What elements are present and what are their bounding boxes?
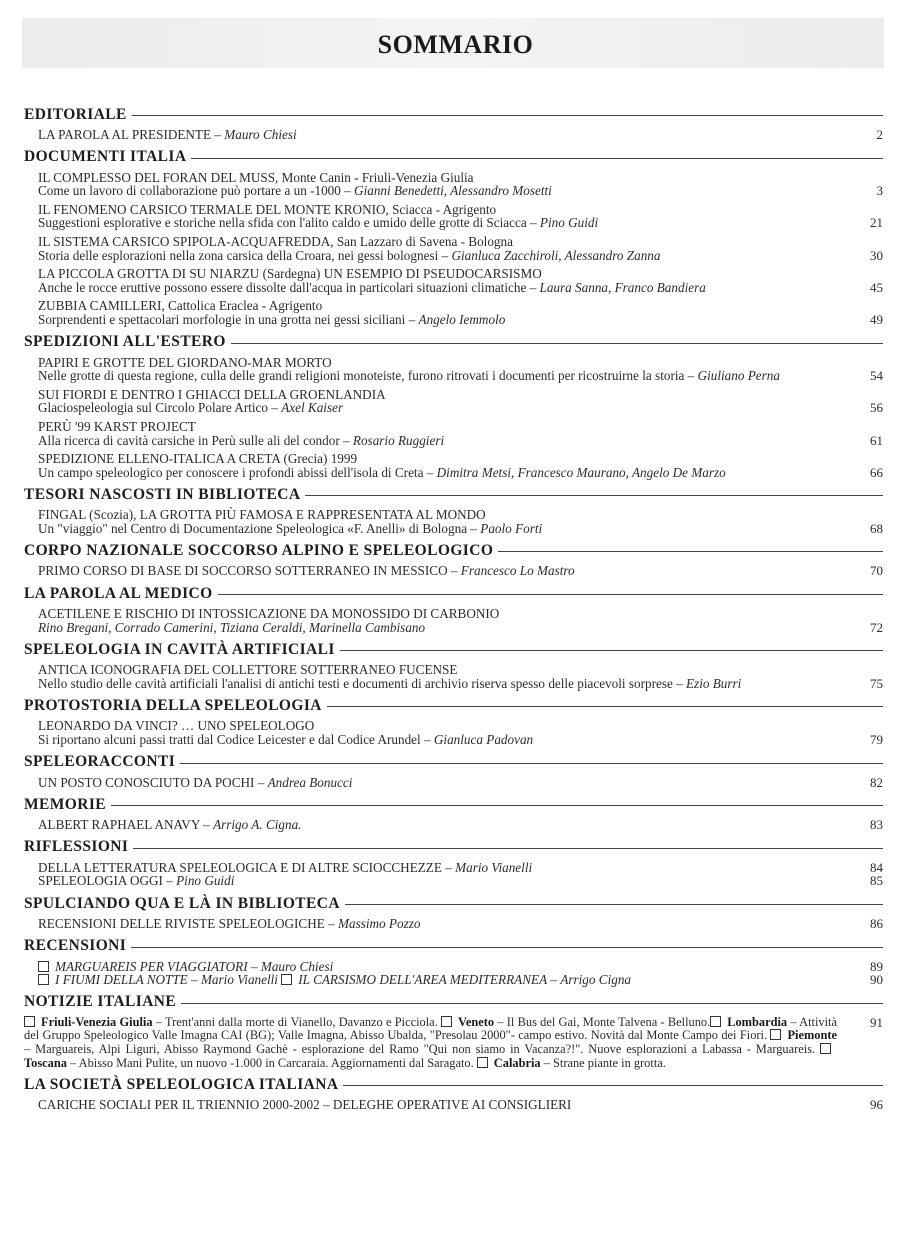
- section-rule: [305, 495, 883, 496]
- entry-line: [38, 607, 853, 621]
- toc-entry[interactable]: [24, 1098, 883, 1112]
- page-number: 86: [870, 916, 883, 931]
- entry-author: Paolo Forti: [480, 520, 543, 536]
- recensioni-entry[interactable]: [24, 960, 883, 987]
- page-number: 90: [870, 972, 883, 988]
- entry-text: Un campo speleologico per conoscere i profondi abissi dell'isola di Creta: [38, 464, 424, 480]
- entry-author: Mauro Chiesi: [224, 127, 297, 142]
- section-heading: [24, 332, 883, 353]
- entry-author: Ezio Burri: [686, 675, 742, 691]
- entry-author: Pino Guidi: [176, 873, 235, 889]
- section-title: LA SOCIETÀ SPELEOLOGICA ITALIANA: [24, 1075, 339, 1093]
- entry-text: Nelle grotte di questa regione, culla delle grandi religioni monoteiste, furono ritrovati i documenti per ricostruirne la storia: [38, 368, 685, 384]
- entry-author: Arrigo A. Cigna.: [213, 817, 302, 833]
- page-number: 54: [870, 368, 883, 384]
- entry-line: Un "viaggio" nel Centro di Documentazione Speleologica «F. Anelli» di Bologna – Paolo Forti: [38, 520, 543, 536]
- page-number: 68: [870, 520, 883, 536]
- section-rule: [231, 343, 883, 344]
- checkbox-icon: [441, 1016, 452, 1027]
- section-title: RIFLESSIONI: [24, 838, 129, 856]
- entry-line: Storia delle esplorazioni nella zona carsica della Croara, nei gessi bolognesi – Gianluca Zacchiroli, Alessandro Zanna: [38, 247, 661, 263]
- entry-text: FINGAL (Scozia), LA GROTTA PIÙ FAMOSA E RAPPRESENTATA AL MONDO: [38, 507, 486, 523]
- entry-line: I FIUMI DELLA NOTTE – Mario Vianelli IL CARSISMO DELL'AREA MEDITERRANEA – Arrigo Cigna: [38, 973, 853, 987]
- entry-text: IL CARSISMO DELL'AREA MEDITERRANEA: [298, 972, 548, 988]
- section-title: TESORI NASCOSTI IN BIBLIOTECA: [24, 485, 301, 503]
- section-rule: [111, 805, 883, 806]
- toc-entry[interactable]: [24, 171, 883, 198]
- entry-line: [38, 388, 853, 402]
- section-rule: [498, 551, 883, 552]
- entry-author: Arrigo Cigna: [560, 972, 632, 988]
- entry-text: Glaciospeleologia sul Circolo Polare Artico: [38, 400, 268, 416]
- page-number: 56: [870, 400, 883, 416]
- entry-line: [38, 663, 853, 677]
- entry-line: [38, 356, 853, 370]
- toc-entry[interactable]: [24, 452, 883, 479]
- checkbox-icon: [38, 974, 49, 985]
- entry-line: Glaciospeleologia sul Circolo Polare Artico – Axel Kaiser: [38, 400, 344, 416]
- section-title: NOTIZIE ITALIANE: [24, 993, 177, 1011]
- section-heading: [24, 104, 883, 125]
- page-number: 96: [870, 1097, 883, 1113]
- section-rule: [191, 158, 883, 159]
- page-number: 2: [876, 127, 883, 142]
- section-rule: [340, 650, 883, 651]
- toc-entry[interactable]: [24, 203, 883, 230]
- checkbox-icon: [820, 1043, 831, 1054]
- section-rule: [181, 1003, 883, 1004]
- region-name: Toscana: [24, 1055, 67, 1070]
- entry-line: LA PAROLA AL PRESIDENTE – Mauro Chiesi: [38, 127, 297, 142]
- toc-entry[interactable]: [24, 663, 883, 690]
- checkbox-icon: [38, 961, 49, 972]
- entry-author: Mauro Chiesi: [260, 958, 334, 974]
- page-number: 30: [870, 247, 883, 263]
- section-heading: [24, 583, 883, 604]
- page-number: 66: [870, 464, 883, 480]
- entry-author: Dimitra Metsi, Francesco Maurano, Angelo De Marzo: [436, 464, 726, 480]
- entry-line: [38, 171, 853, 185]
- entry-text: SUI FIORDI E DENTRO I GHIACCI DELLA GROENLANDIA: [38, 386, 386, 402]
- entry-line: Nelle grotte di questa regione, culla delle grandi religioni monoteiste, furono ritrovati i documenti per ricostruirne la storia – Giuliano Perna: [38, 368, 780, 384]
- entry-text: LA PICCOLA GROTTA DI SU NIARZU (Sardegna) UN ESEMPIO DI PSEUDOCARSISMO: [38, 266, 542, 282]
- region-text: – Trent'anni dalla morte di Vianello, Davanzo e Picciola.: [152, 1014, 442, 1029]
- toc-entry[interactable]: [24, 356, 883, 383]
- section-title: SPELEOLOGIA IN CAVITÀ ARTIFICIALI: [24, 640, 335, 658]
- entry-line: UN POSTO CONOSCIUTO DA POCHI – Andrea Bonucci: [38, 774, 353, 790]
- entry-author: Francesco Lo Mastro: [460, 563, 575, 579]
- entry-author: Mario Vianelli: [200, 972, 278, 988]
- page-number: 72: [870, 619, 883, 635]
- entry-author: Pino Guidi: [539, 215, 599, 231]
- section-heading: [24, 936, 883, 957]
- notizie-entry[interactable]: [24, 1016, 883, 1070]
- region-text: – Attività del Gruppo Speleologico Valle Imagna CAI (BG); Valle Imagna, Abisso Ubalda, "Presolau 2000"- campo estivo. Novità dal Monte Campo dei Fiori.: [24, 1014, 837, 1043]
- entry-text: Come un lavoro di collaborazione può portare a un -1000: [38, 183, 341, 199]
- region-name: Calabria: [493, 1055, 541, 1070]
- entry-text: SPELEOLOGIA OGGI: [38, 873, 163, 889]
- region-text: – Il Bus del Gai, Monte Talvena - Belluno.: [494, 1014, 711, 1029]
- table-of-contents: [24, 100, 883, 1117]
- entry-text: ACETILENE E RISCHIO DI INTOSSICAZIONE DA MONOSSIDO DI CARBONIO: [38, 606, 500, 622]
- section-heading: [24, 484, 883, 505]
- section-title: CORPO NAZIONALE SOCCORSO ALPINO E SPELEOLOGICO: [24, 541, 494, 559]
- region-text: – Abisso Mani Pulite, un nuovo -1.000 in Carcaraia. Aggiornamenti dal Saragato.: [66, 1055, 477, 1070]
- toc-entry[interactable]: [24, 917, 883, 931]
- toc-entry[interactable]: [24, 818, 883, 832]
- entry-line: [38, 508, 853, 522]
- section-heading: [24, 837, 883, 858]
- entry-text: ALBERT RAPHAEL ANAVY: [38, 817, 200, 833]
- page-number: 45: [870, 279, 883, 295]
- toc-entry[interactable]: [24, 299, 883, 326]
- toc-entry[interactable]: [24, 719, 883, 746]
- toc-entry[interactable]: [24, 128, 883, 142]
- section-rule: [131, 947, 883, 948]
- entry-text: LA PAROLA AL PRESIDENTE: [38, 127, 212, 142]
- toc-entry[interactable]: [24, 776, 883, 790]
- section-heading: [24, 1074, 883, 1095]
- entry-line: DELLA LETTERATURA SPELEOLOGICA E DI ALTRE SCIOCCHEZZE – Mario Vianelli: [38, 859, 533, 875]
- page-number: 75: [870, 675, 883, 691]
- section-heading: [24, 695, 883, 716]
- entry-text: Un "viaggio" nel Centro di Documentazione Speleologica «F. Anelli» di Bologna: [38, 520, 468, 536]
- entry-author: Massimo Pozzo: [338, 916, 421, 931]
- section-rule: [343, 1085, 883, 1086]
- page-number: 3: [876, 183, 883, 199]
- entry-author: Angelo Iemmolo: [418, 311, 506, 327]
- section-title: SPEDIZIONI ALL'ESTERO: [24, 333, 226, 351]
- entry-line: SPELEOLOGIA OGGI – Pino Guidi: [38, 873, 235, 889]
- entry-line: [38, 452, 853, 466]
- region-text: – Marguareis, Alpi Liguri, Abisso Raymond Gachè - esplorazione del Ramo "Qui non siamo in Vacanza?!". Nuove esplorazioni a Labassa - Marguareis.: [24, 1041, 820, 1056]
- section-rule: [327, 706, 883, 707]
- entry-line: Alla ricerca di cavità carsiche in Perù sulle ali del condor – Rosario Ruggieri: [38, 432, 445, 448]
- section-rule: [132, 115, 883, 116]
- entry-text: Alla ricerca di cavità carsiche in Perù sulle ali del condor: [38, 432, 340, 448]
- section-rule: [180, 763, 883, 764]
- section-rule: [345, 904, 883, 905]
- entry-author: Gianni Benedetti, Alessandro Mosetti: [354, 183, 552, 199]
- entry-text: PAPIRI E GROTTE DEL GIORDANO-MAR MORTO: [38, 354, 332, 370]
- entry-author: Rino Bregani, Corrado Camerini, Tiziana Ceraldi, Marinella Cambisano: [38, 619, 426, 635]
- entry-line: [38, 621, 853, 635]
- entry-author: Axel Kaiser: [281, 400, 344, 416]
- entry-text: UN POSTO CONOSCIUTO DA POCHI: [38, 774, 255, 790]
- section-heading: [24, 794, 883, 815]
- entry-text: ZUBBIA CAMILLERI, Cattolica Eraclea - Agrigento: [38, 298, 323, 314]
- page-number: 21: [870, 215, 883, 231]
- region-name: Friuli-Venezia Giulia: [41, 1014, 153, 1029]
- page-number: 70: [870, 563, 883, 579]
- entry-text: DELLA LETTERATURA SPELEOLOGICA E DI ALTRE SCIOCCHEZZE: [38, 859, 442, 875]
- toc-entry[interactable]: [24, 267, 883, 294]
- entry-line: Sorprendenti e spettacolari morfologie in una grotta nei gessi siciliani – Angelo Iemmolo: [38, 311, 506, 327]
- page-number: 85: [870, 873, 883, 889]
- entry-text: MARGUAREIS PER VIAGGIATORI: [55, 958, 248, 974]
- toc-entry[interactable]: [24, 235, 883, 262]
- entry-text: Sorprendenti e spettacolari morfologie in una grotta nei gessi siciliani: [38, 311, 406, 327]
- section-heading: [24, 147, 883, 168]
- toc-entry[interactable]: [24, 508, 883, 535]
- region-text: – Strane piante in grotta.: [540, 1055, 666, 1070]
- region-name: Piemonte: [787, 1028, 837, 1043]
- section-title: EDITORIALE: [24, 105, 127, 123]
- checkbox-icon: [710, 1016, 721, 1027]
- entry-line: Nello studio delle cavità artificiali l'analisi di antichi testi e documenti di archivio riserva spesso delle piacevoli sorprese – Ezio Burri: [38, 675, 742, 691]
- page-number: 89: [870, 958, 883, 974]
- entry-text: I FIUMI DELLA NOTTE: [55, 972, 188, 988]
- entry-text: Anche le rocce eruttive possono essere dissolte dall'acqua in particolari situazioni climatiche: [38, 279, 527, 295]
- entry-author: Andrea Bonucci: [267, 774, 353, 790]
- entry-text: IL COMPLESSO DEL FORAN DEL MUSS, Monte Canin - Friuli-Venezia Giulia: [38, 169, 474, 185]
- entry-text: IL SISTEMA CARSICO SPIPOLA-ACQUAFREDDA, San Lazzaro di Savena - Bologna: [38, 233, 513, 249]
- entry-text: Suggestioni esplorative e storiche nella sfida con l'alito caldo e umido delle grotte di Sciacca: [38, 215, 527, 231]
- toc-entry[interactable]: [24, 861, 883, 888]
- page-number: 79: [870, 732, 883, 748]
- entry-text: Storia delle esplorazioni nella zona carsica della Croara, nei gessi bolognesi: [38, 247, 439, 263]
- entry-line: [38, 719, 853, 733]
- page-number: 61: [870, 432, 883, 448]
- section-heading: [24, 752, 883, 773]
- section-title: RECENSIONI: [24, 937, 127, 955]
- section-title: PROTOSTORIA DELLA SPELEOLOGIA: [24, 696, 322, 714]
- section-heading: [24, 639, 883, 660]
- page-number: 83: [870, 817, 883, 833]
- checkbox-icon: [24, 1016, 35, 1027]
- toc-entry[interactable]: [24, 564, 883, 578]
- entry-line: Anche le rocce eruttive possono essere dissolte dall'acqua in particolari situazioni climatiche – Laura Sanna, Franco Bandiera: [38, 279, 706, 295]
- page-number: 82: [870, 774, 883, 790]
- page-number: 49: [870, 311, 883, 327]
- entry-line: Suggestioni esplorative e storiche nella sfida con l'alito caldo e umido delle grotte di Sciacca – Pino Guidi: [38, 215, 599, 231]
- region-name: Lombardia: [727, 1014, 788, 1029]
- entry-author: Gianluca Zacchiroli, Alessandro Zanna: [451, 247, 661, 263]
- page-number: 91: [870, 1014, 883, 1030]
- entry-text: IL FENOMENO CARSICO TERMALE DEL MONTE KRONIO, Sciacca - Agrigento: [38, 201, 497, 217]
- entry-line: Come un lavoro di collaborazione può portare a un -1000 – Gianni Benedetti, Alessandro Mosetti: [38, 183, 552, 199]
- entry-author: Laura Sanna, Franco Bandiera: [539, 279, 706, 295]
- entry-line: ALBERT RAPHAEL ANAVY – Arrigo A. Cigna.: [38, 817, 302, 833]
- checkbox-icon: [477, 1057, 488, 1068]
- entry-text: ANTICA ICONOGRAFIA DEL COLLETTORE SOTTERRANEO FUCENSE: [38, 662, 458, 678]
- entry-text: LEONARDO DA VINCI? … UNO SPELEOLOGO: [38, 718, 315, 734]
- entry-line: Un campo speleologico per conoscere i profondi abissi dell'isola di Creta – Dimitra Metsi, Francesco Maurano, Angelo De Marzo: [38, 464, 726, 480]
- section-title: SPULCIANDO QUA E LÀ IN BIBLIOTECA: [24, 894, 340, 912]
- section-rule: [133, 848, 883, 849]
- entry-line: Si riportano alcuni passi tratti dal Codice Leicester e dal Codice Arundel – Gianluca Padovan: [38, 732, 534, 748]
- entry-line: [38, 267, 853, 281]
- section-title: SPELEORACCONTI: [24, 753, 176, 771]
- entry-text: RECENSIONI DELLE RIVISTE SPELEOLOGICHE: [38, 916, 325, 931]
- toc-entry[interactable]: [24, 607, 883, 634]
- checkbox-icon: [281, 974, 292, 985]
- entry-text: PRIMO CORSO DI BASE DI SOCCORSO SOTTERRANEO IN MESSICO: [38, 563, 448, 579]
- entry-text: PERÙ '99 KARST PROJECT: [38, 418, 196, 434]
- section-heading: [24, 893, 883, 914]
- toc-entry[interactable]: [24, 388, 883, 415]
- toc-entry[interactable]: [24, 420, 883, 447]
- entry-line: [38, 203, 853, 217]
- entry-line: [38, 235, 853, 249]
- entry-text: Si riportano alcuni passi tratti dal Codice Leicester e dal Codice Arundel: [38, 732, 421, 748]
- section-heading: [24, 540, 883, 561]
- section-title: MEMORIE: [24, 795, 107, 813]
- section-title: DOCUMENTI ITALIA: [24, 148, 187, 166]
- entry-line: [38, 299, 853, 313]
- entry-text: Nello studio delle cavità artificiali l'analisi di antichi testi e documenti di archivio riserva spesso delle piacevoli sorprese: [38, 675, 673, 691]
- section-rule: [218, 594, 883, 595]
- checkbox-icon: [770, 1029, 781, 1040]
- entry-author: Rosario Ruggieri: [352, 432, 445, 448]
- entry-author: Gianluca Padovan: [433, 732, 534, 748]
- entry-line: RECENSIONI DELLE RIVISTE SPELEOLOGICHE – Massimo Pozzo: [38, 916, 421, 931]
- entry-text: CARICHE SOCIALI PER IL TRIENNIO 2000-2002 – DELEGHE OPERATIVE AI CONSIGLIERI: [38, 1097, 572, 1113]
- page-title: SOMMARIO: [377, 30, 534, 59]
- entry-line: [38, 1098, 853, 1112]
- entry-line: PRIMO CORSO DI BASE DI SOCCORSO SOTTERRANEO IN MESSICO – Francesco Lo Mastro: [38, 563, 575, 579]
- entry-author: Giuliano Perna: [697, 368, 780, 384]
- entry-author: Mario Vianelli: [455, 859, 533, 875]
- section-title: LA PAROLA AL MEDICO: [24, 584, 213, 602]
- entry-text: SPEDIZIONE ELLENO-ITALICA A CRETA (Grecia) 1999: [38, 451, 358, 467]
- page-number: 84: [870, 859, 883, 875]
- entry-line: [38, 420, 853, 434]
- entry-line: MARGUAREIS PER VIAGGIATORI – Mauro Chiesi: [38, 960, 853, 974]
- region-name: Veneto: [458, 1014, 495, 1029]
- section-heading: [24, 992, 883, 1013]
